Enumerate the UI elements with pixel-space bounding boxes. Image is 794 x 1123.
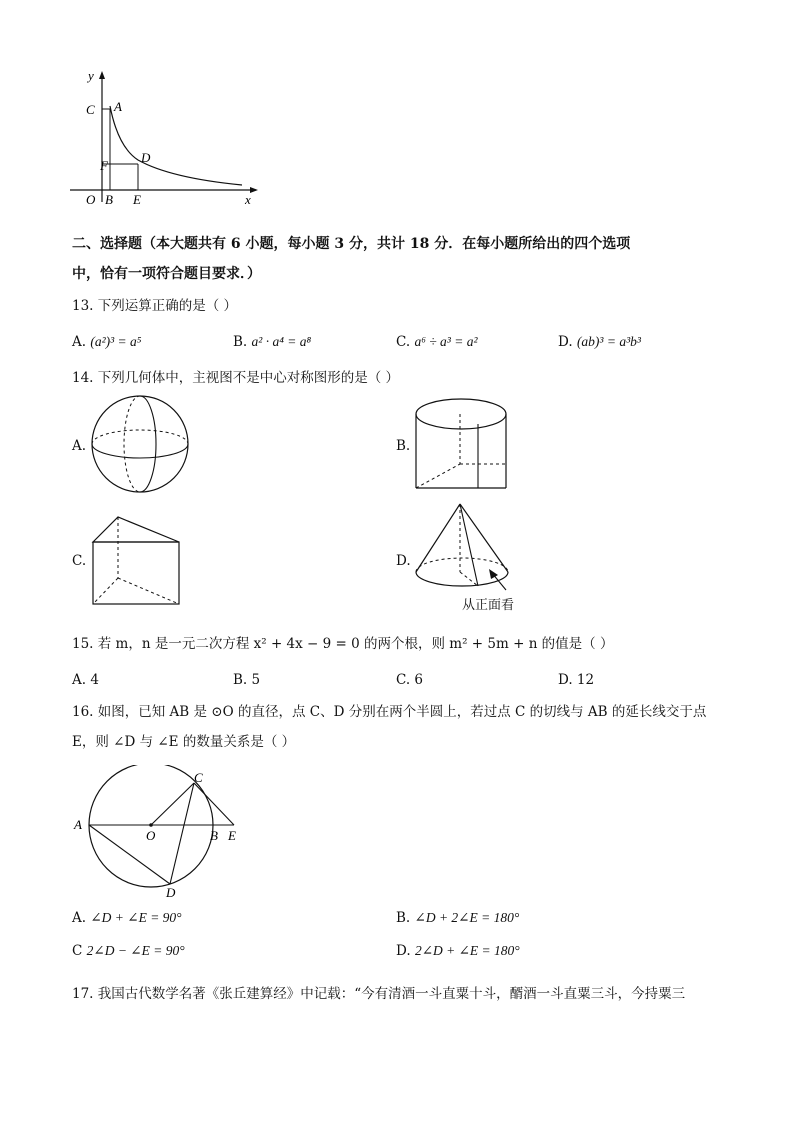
svg-text:A: A (74, 817, 82, 832)
q13-option-c: C. a⁶ ÷ a³ = a² (396, 334, 478, 350)
q16-stem-line2: E，则 ∠D 与 ∠E 的数量关系是（ ） (72, 734, 296, 750)
sphere-figure (88, 393, 198, 497)
prism-figure (88, 512, 188, 610)
label-d: D (141, 150, 151, 165)
q13-option-b: B. a² · a⁴ = a⁸ (233, 334, 312, 350)
label-c: C (86, 102, 95, 117)
label-e: E (133, 192, 141, 207)
svg-text:C: C (194, 770, 203, 785)
svg-text:D: D (166, 885, 176, 900)
q15-stem: 15. 若 m，n 是一元二次方程 x² + 4x − 9 = 0 的两个根，则 m² + 5m + n 的值是（ ） (72, 636, 614, 652)
svg-text:O: O (146, 828, 156, 843)
section-2-heading-line1: 二、选择题（本大题共有 6 小题，每小题 3 分，共计 18 分．在每小题所给出的四个选项 (72, 236, 631, 252)
label-y: y (88, 68, 94, 83)
label-a: A (114, 99, 122, 114)
cone-caption: 从正面看 (462, 598, 515, 613)
label-b: B (105, 192, 113, 207)
q16-option-d: D. 2∠D + ∠E = 180° (396, 943, 520, 959)
q14-option-c-label: C. (72, 553, 87, 569)
q13-option-a: A. (a²)³ = a⁵ (72, 334, 142, 350)
graph-figure (60, 62, 270, 212)
q15-option-b: B. 5 (233, 672, 261, 688)
q15-option-a: A. 4 (72, 672, 99, 688)
q14-stem: 14. 下列几何体中，主视图不是中心对称图形的是（ ） (72, 370, 400, 386)
cylinder-figure (412, 394, 512, 494)
q13-stem: 13. 下列运算正确的是（ ） (72, 298, 238, 314)
q16-option-c: C 2∠D − ∠E = 90° (72, 943, 185, 959)
q13-option-d: D. (ab)³ = a³b³ (558, 334, 641, 350)
y-axis-arrow (99, 71, 105, 79)
q16-stem-line1: 16. 如图，已知 AB 是 ⊙O 的直径，点 C、D 分别在两个半圆上，若过点 C 的切线与 AB 的延长线交于点 (72, 704, 707, 720)
q14-option-a-label: A. (72, 438, 87, 454)
q14-option-d-label: D. (396, 553, 411, 569)
q14-option-b-label: B. (396, 438, 411, 454)
q16-option-a: A. ∠D + ∠E = 90° (72, 910, 182, 926)
q16-option-b: B. ∠D + 2∠E = 180° (396, 910, 520, 926)
section-2-heading-line2: 中，恰有一项符合题目要求．） (72, 266, 261, 282)
hyperbola-curve (110, 106, 242, 185)
q15-option-c: C. 6 (396, 672, 424, 688)
x-axis-arrow (250, 187, 258, 193)
circle-figure (70, 765, 250, 900)
q15-option-d: D. 12 (558, 672, 595, 688)
q17-stem-line1: 17. 我国古代数学名著《张丘建算经》中记载：“今有清酒一斗直粟十斗，醑酒一斗直粟三斗，今持粟三 (72, 986, 686, 1002)
cone-figure (412, 500, 542, 596)
label-x: x (245, 192, 251, 207)
svg-text:B: B (210, 828, 218, 843)
label-o: O (86, 192, 96, 207)
svg-text:E: E (228, 828, 236, 843)
label-f: F (100, 158, 108, 173)
